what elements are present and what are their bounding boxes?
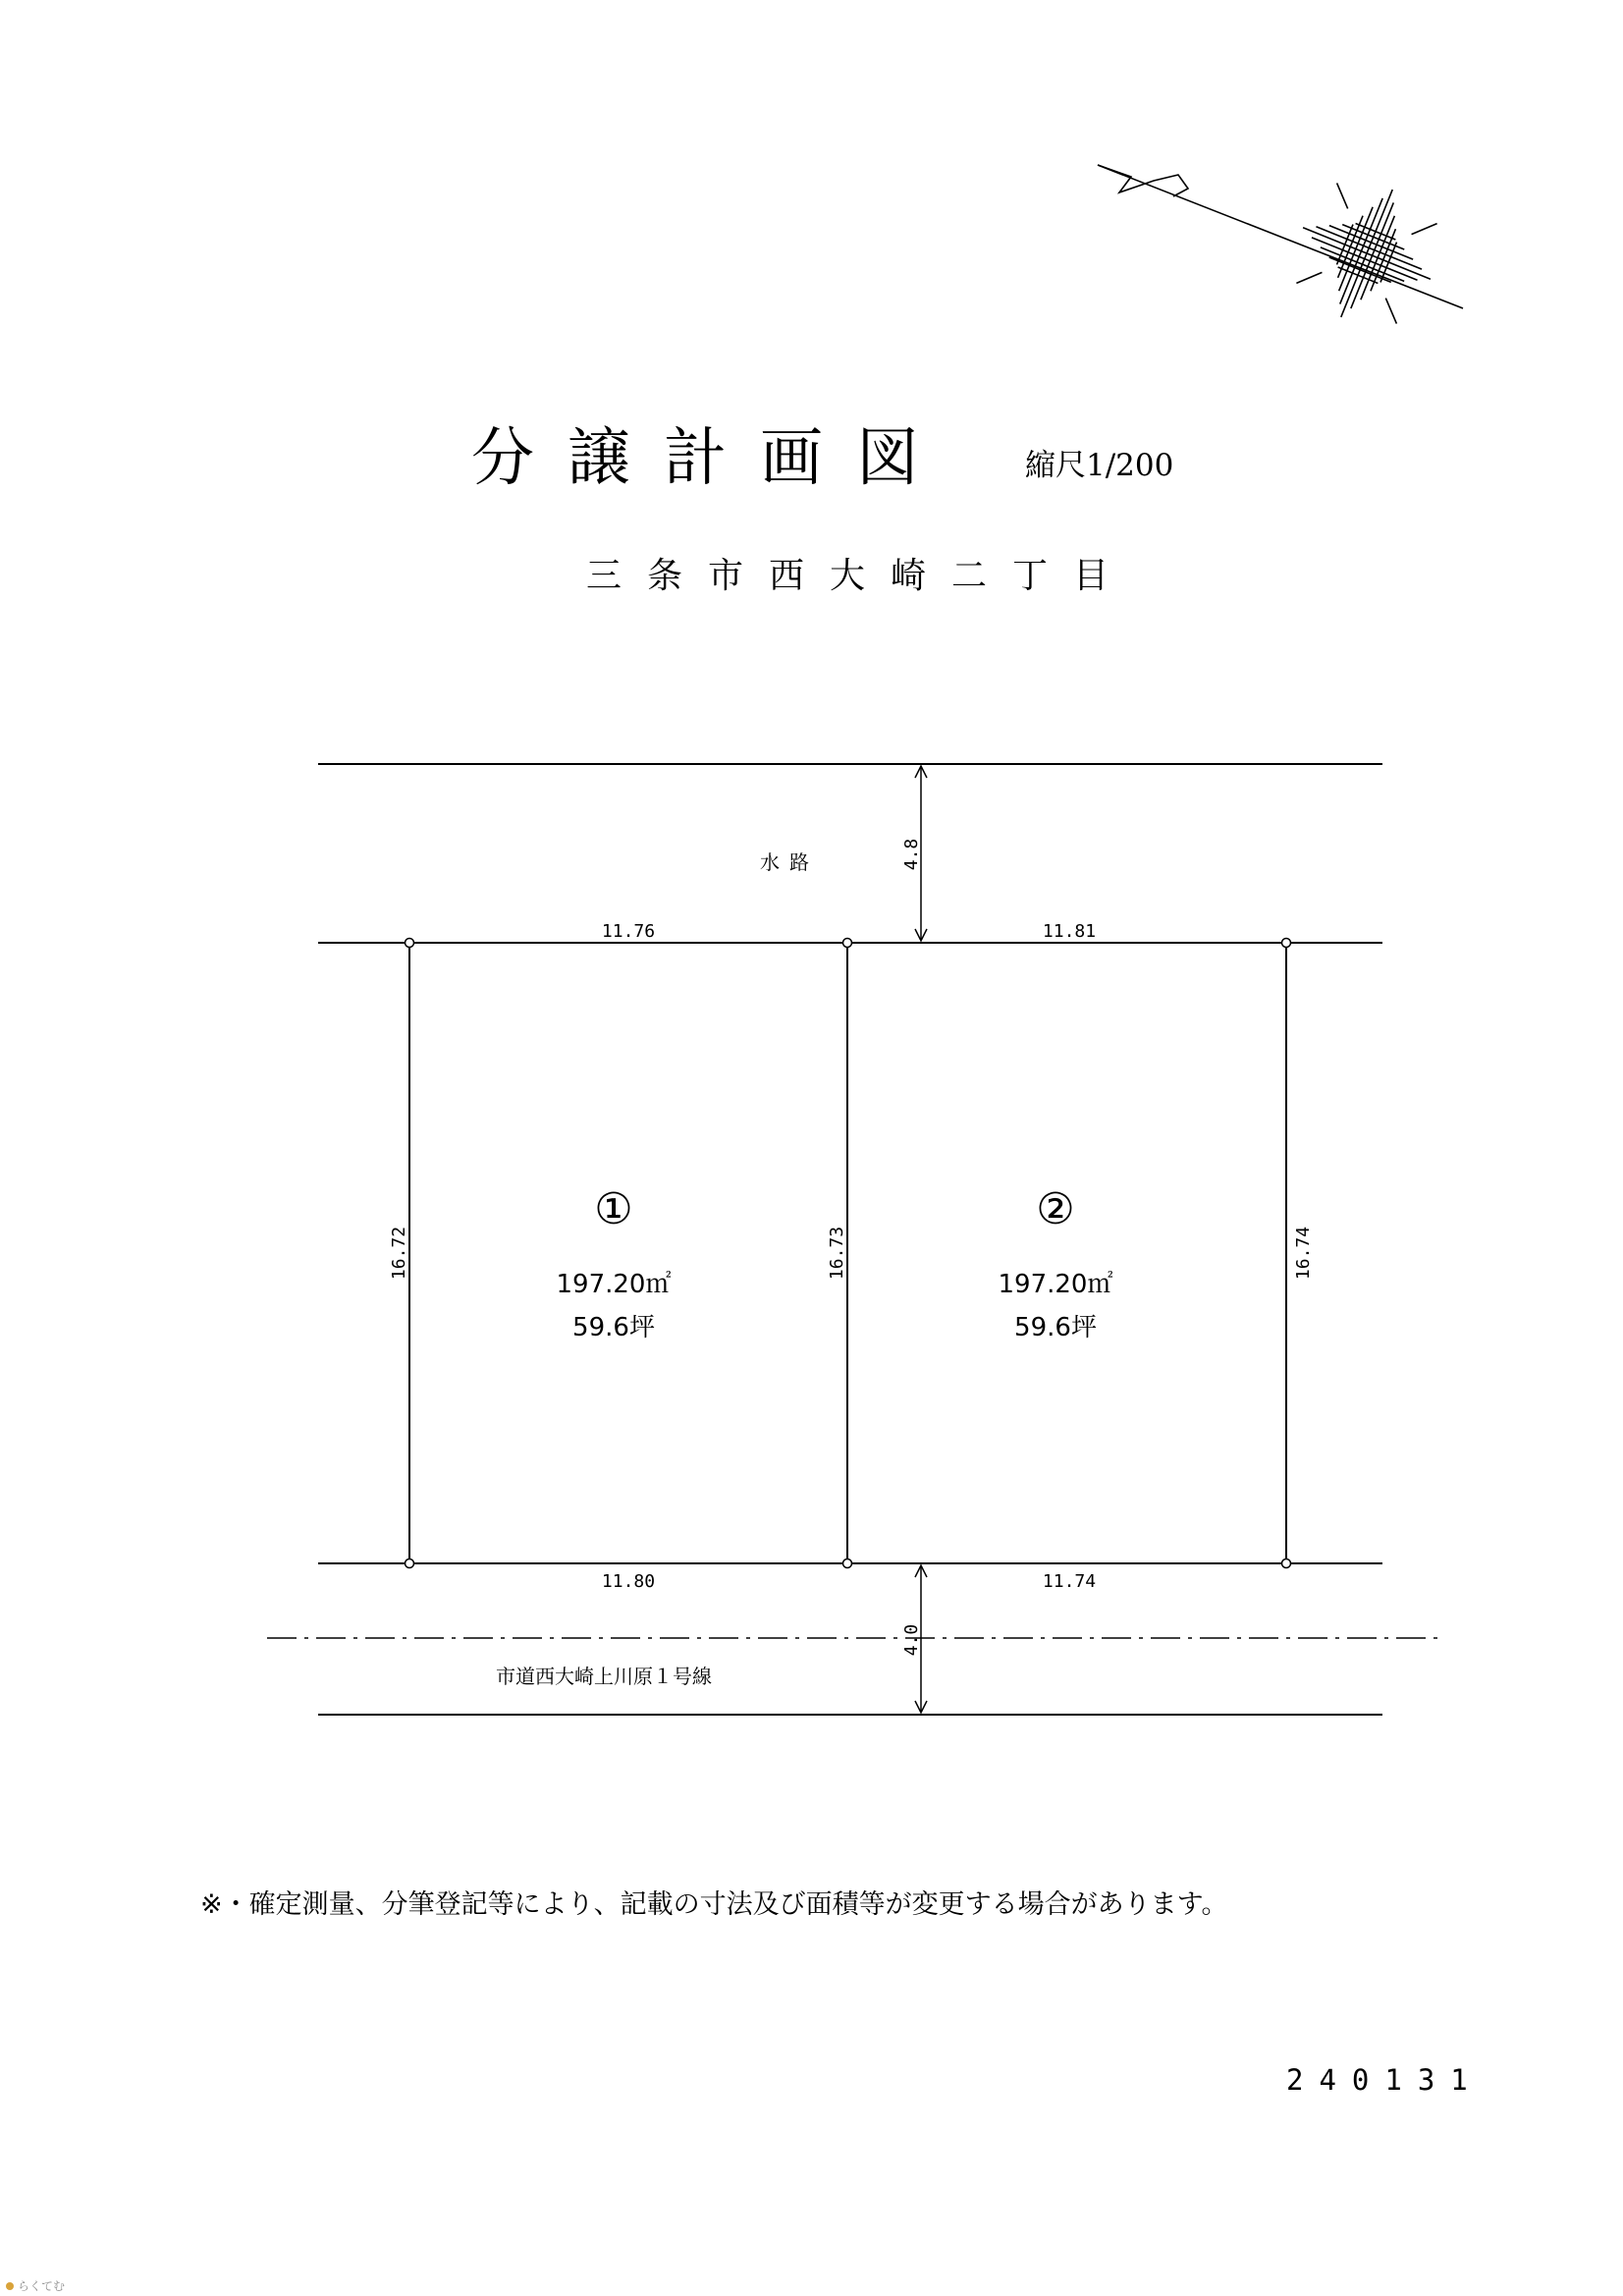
boundary-marker — [843, 939, 852, 948]
waterway-width: 4.8 — [901, 838, 922, 871]
watermark-label: らくてむ — [18, 2279, 66, 2293]
boundary-marker — [406, 939, 414, 948]
disclaimer-note: ※・確定測量、分筆登記等により、記載の寸法及び面積等が変更する場合があります。 — [200, 1889, 1228, 1920]
boundary-marker — [1282, 939, 1291, 948]
lot1-bottom-frontage: 11.80 — [601, 1571, 656, 1592]
document-code: 240131 — [1286, 2063, 1484, 2097]
boundary-marker — [843, 1559, 852, 1568]
lot-divider-depth: 16.73 — [827, 1226, 847, 1281]
scale-label: 縮尺1/200 — [1025, 448, 1174, 483]
lot1-left-depth: 16.72 — [389, 1226, 409, 1281]
boundary-marker — [406, 1559, 414, 1568]
lot2-right-depth: 16.74 — [1293, 1226, 1314, 1281]
lot1-top-frontage: 11.76 — [601, 921, 656, 942]
north-arrow-icon — [1098, 164, 1463, 343]
address-label: 三条市西大崎二丁目 — [586, 556, 1135, 596]
page-title: 分譲計画図 — [471, 422, 952, 495]
road-width: 4.0 — [901, 1623, 922, 1657]
logo-icon — [6, 2282, 14, 2290]
road-label: 市道西大崎上川原１号線 — [496, 1665, 712, 1688]
lot2-area-sqm: 197.20㎡ — [998, 1270, 1113, 1299]
lot2-number: ② — [1036, 1184, 1075, 1234]
lot2-top-frontage: 11.81 — [1042, 921, 1097, 942]
lot2-bottom-frontage: 11.74 — [1042, 1571, 1097, 1592]
lot1-number: ① — [594, 1184, 633, 1234]
boundary-marker — [1282, 1559, 1291, 1568]
lot2-area-tsubo: 59.6坪 — [1014, 1313, 1097, 1342]
lot1-area-sqm: 197.20㎡ — [556, 1270, 672, 1299]
waterway-label: 水路 — [760, 850, 819, 874]
lot1-area-tsubo: 59.6坪 — [572, 1313, 655, 1342]
